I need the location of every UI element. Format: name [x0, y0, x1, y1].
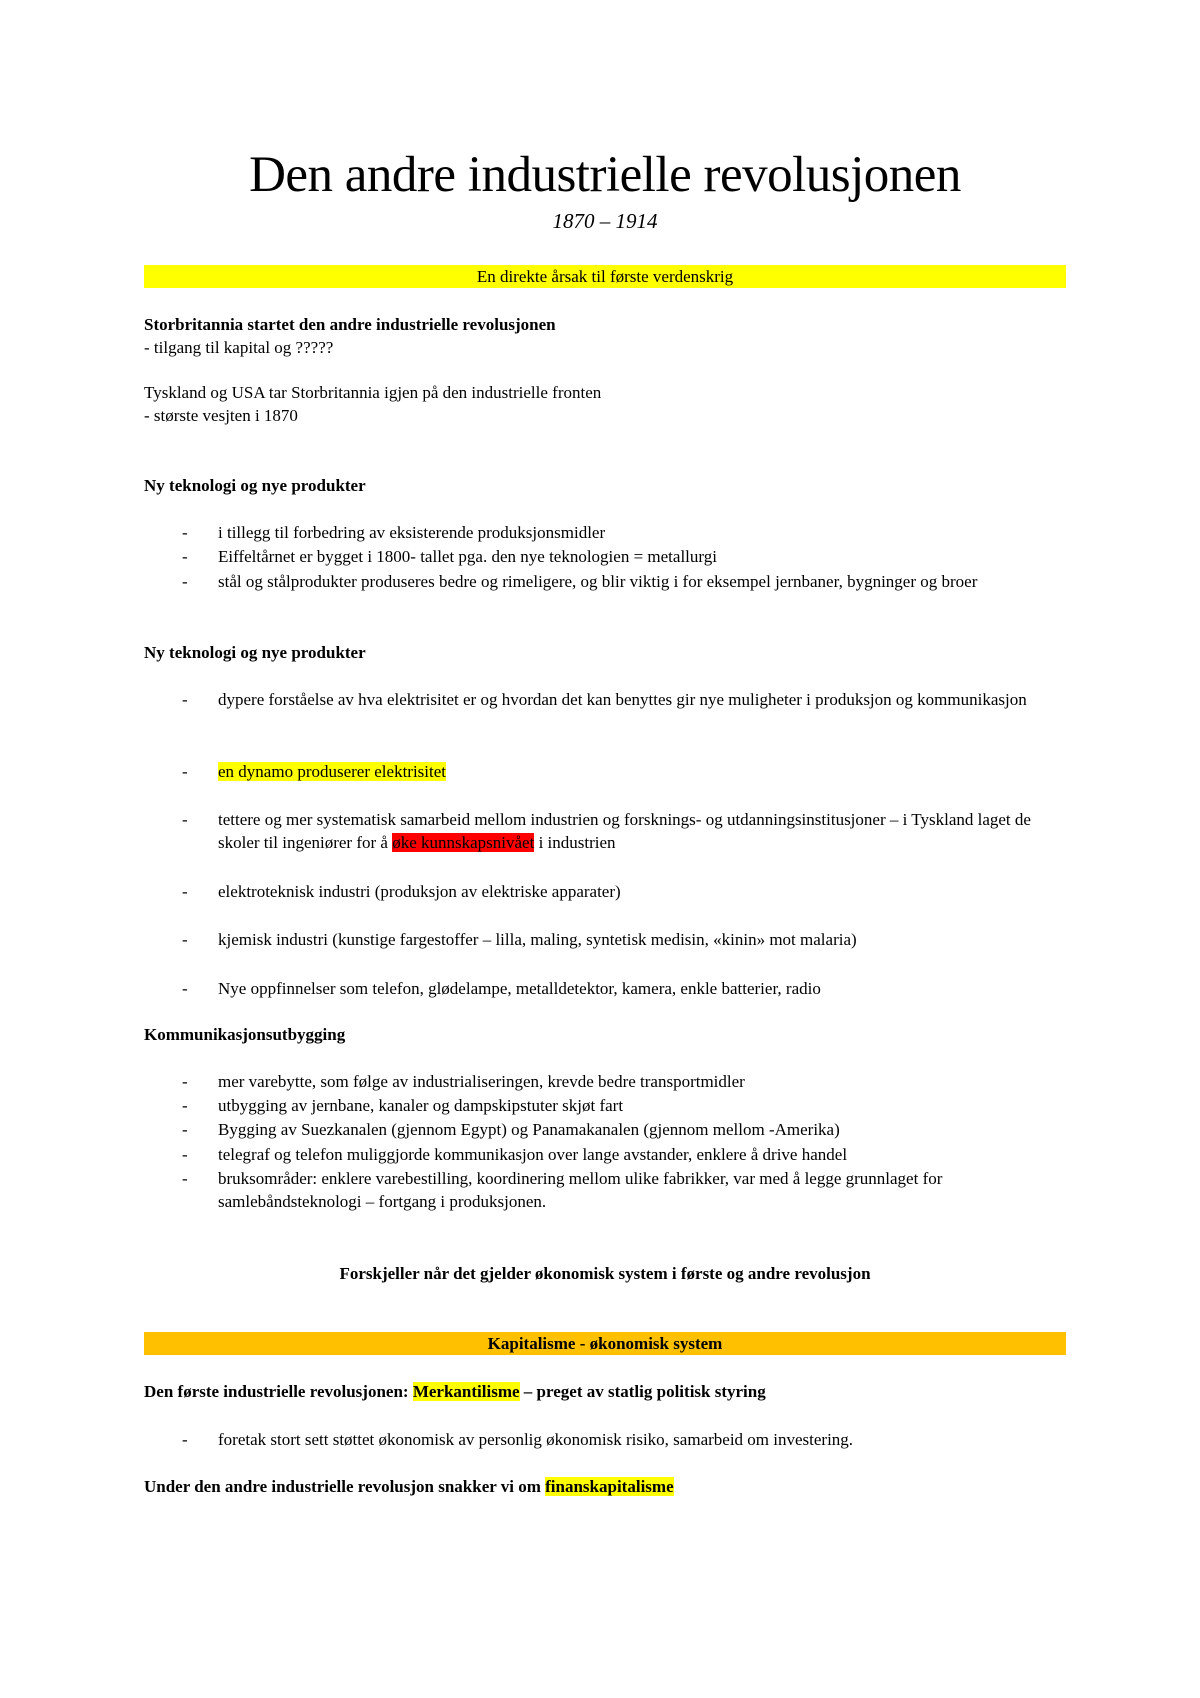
list-dash: - [182, 1169, 188, 1188]
list-dash: - [182, 547, 188, 566]
list-dash: - [182, 1120, 188, 1139]
list-dash: - [182, 1072, 188, 1091]
list-item-text [218, 760, 1058, 783]
list-dash: - [182, 930, 188, 949]
list-dash: - [182, 1096, 188, 1115]
list-item-text: bruksområder: enklere varebestilling, koordinering mellom ulike fabrikker, var med å legge grunnlaget for samlebåndsteknologi – fortgang i produksjonen. [218, 1169, 943, 1211]
section-heading-first-revolution [144, 1380, 766, 1403]
list-item-text: telegraf og telefon muliggjorde kommunikasjon over lange avstander, enklere å drive handel [218, 1145, 848, 1164]
list-dash: - [182, 523, 188, 542]
list-item-text: stål og stålprodukter produseres bedre og rimeligere, og blir viktig i for eksempel jernbaner, bygninger og broer [218, 572, 978, 591]
heading-text-part: – preget av statlig politisk styring [519, 1382, 766, 1401]
list-item-text: i tillegg til forbedring av eksisterende produksjonsmidler [218, 523, 606, 542]
list-item-text: Eiffeltårnet er bygget i 1800- tallet pga. den nye teknologien = metallurgi [218, 547, 717, 566]
list-item-text: Bygging av Suezkanalen (gjennom Egypt) og Panamakanalen (gjennom mellom -Amerika) [218, 1120, 840, 1139]
list-item-text [218, 808, 1058, 854]
list-dash: - [182, 1430, 188, 1449]
list-text-part: tettere og mer systematisk samarbeid mellom industrien og forsknings- og utdanningsinstitusjoner – i Tyskland laget de skoler til ingeniører for å [218, 810, 1031, 852]
heading-text-part: Under den andre industrielle revolusjon snakker vi om [144, 1477, 546, 1496]
document-title: Den andre industrielle revolusjonen [249, 147, 961, 203]
paragraph-line: - største vesjten i 1870 [144, 406, 298, 425]
list-item-text: Nye oppfinnelser som telefon, glødelampe, metalldetektor, kamera, enkle batterier, radio [218, 979, 821, 998]
list-text-part: i industrien [534, 833, 616, 852]
list-item-text: dypere forståelse av hva elektrisitet er og hvordan det kan benyttes gir nye muligheter i produksjon og kommunikasjon [218, 690, 1027, 709]
list-dash: - [182, 1145, 188, 1164]
highlighted-text: en dynamo produserer elektrisitet [218, 762, 447, 781]
section-heading-technology-2: Ny teknologi og nye produkter [144, 643, 366, 662]
section-heading-britain: Storbritannia startet den andre industrielle revolusjonen [144, 315, 556, 334]
list-dash: - [182, 882, 188, 901]
list-dash: - [182, 572, 188, 591]
list-item-text: foretak stort sett støttet økonomisk av personlig økonomisk risiko, samarbeid om investering. [218, 1430, 854, 1449]
document-dates: 1870 – 1914 [552, 209, 658, 233]
list-dash: - [182, 762, 188, 781]
list-item-text: utbygging av jernbane, kanaler og dampskipstuter skjøt fart [218, 1096, 624, 1115]
section-heading-technology-1: Ny teknologi og nye produkter [144, 476, 366, 495]
highlighted-text-red: øke kunnskapsnivået [392, 833, 535, 852]
heading-text-part: Den første industrielle revolusjonen: [144, 1382, 413, 1401]
paragraph-line: - tilgang til kapital og ????? [144, 338, 334, 357]
paragraph-line: Tyskland og USA tar Storbritannia igjen på den industrielle fronten [144, 383, 602, 402]
list-dash: - [182, 690, 188, 709]
list-dash: - [182, 810, 188, 829]
list-item-text: kjemisk industri (kunstige fargestoffer – lilla, maling, syntetisk medisin, «kinin» mot malaria) [218, 930, 857, 949]
section-heading-differences: Forskjeller når det gjelder økonomisk system i første og andre revolusjon [339, 1264, 871, 1283]
section-heading-communication: Kommunikasjonsutbygging [144, 1025, 346, 1044]
list-dash: - [182, 979, 188, 998]
list-item-text: mer varebytte, som følge av industrialiseringen, krevde bedre transportmidler [218, 1072, 745, 1091]
highlight-band-capitalism: Kapitalisme - økonomisk system [144, 1332, 1066, 1355]
list-item-text: elektroteknisk industri (produksjon av elektriske apparater) [218, 882, 621, 901]
section-heading-second-revolution [144, 1475, 674, 1498]
highlight-band-cause: En direkte årsak til første verdenskrig [144, 265, 1066, 288]
highlighted-text: Merkantilisme [412, 1382, 520, 1401]
highlighted-text: finanskapitalisme [545, 1477, 674, 1496]
